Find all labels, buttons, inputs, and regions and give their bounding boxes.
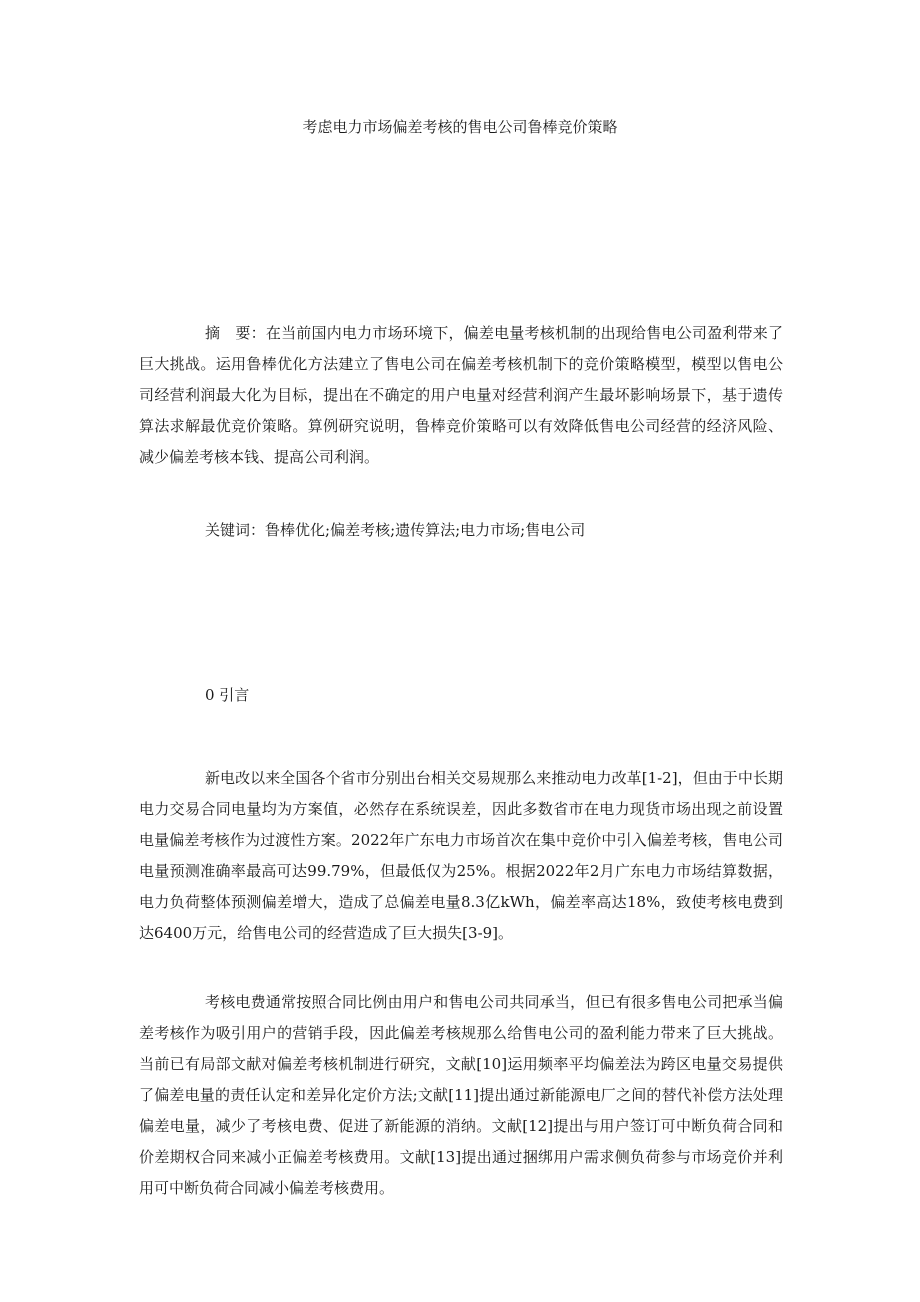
abstract-paragraph bbox=[139, 318, 783, 473]
section-heading: 0 引言 bbox=[205, 686, 250, 704]
body-paragraph-2: 考核电费通常按照合同比例由用户和售电公司共同承当，但已有很多售电公司把承当偏差考核作为吸引用户的营销手段，因此偏差考核规那么给售电公司的盈利能力带来了巨大挑战。当前已有局部文献对偏差考核机制进行研究，文献[10]运用频率平均偏差法为跨区电量交易提供了偏差电量的责任认定和差异化定价方法;文献[11]提出通过新能源电厂之间的替代补偿方法处理偏差电量，减少了考核电费、促进了新能源的消纳。文献[12]提出与用户签订可中断负荷合同和价差期权合同来减小正偏差考核费用。文献[13]提出通过捆绑用户需求侧负荷参与市场竞价并利用可中断负荷合同减小偏差考核费用。 bbox=[139, 993, 783, 1197]
keywords-label: 关键词： bbox=[205, 521, 266, 539]
document-title: 考虑电力市场偏差考核的售电公司鲁棒竞价策略 bbox=[302, 118, 618, 136]
keywords-paragraph bbox=[139, 515, 783, 546]
body-paragraph-1: 新电改以来全国各个省市分别出台相关交易规那么来推动电力改革[1-2]，但由于中长期电力交易合同电量均为方案值，必然存在系统误差，因此多数省市在电力现货市场出现之前设置电量偏差考核作为过渡性方案。2022年广东电力市场首次在集中竞价中引入偏差考核，售电公司电量预测准确率最高可达99.79%，但最低仅为25%。根据2022年2月广东电力市场结算数据，电力负荷整体预测偏差增大，造成了总偏差电量8.3亿kWh，偏差率高达18%，致使考核电费到达6400万元，给售电公司的经营造成了巨大损失[3-9]。 bbox=[139, 769, 783, 942]
keywords-text: 鲁棒优化;偏差考核;遗传算法;电力市场;售电公司 bbox=[265, 521, 586, 539]
abstract-label: 摘 要： bbox=[205, 324, 266, 342]
abstract-text: 在当前国内电力市场环境下，偏差电量考核机制的出现给售电公司盈利带来了巨大挑战。运用鲁棒优化方法建立了售电公司在偏差考核机制下的竞价策略模型，模型以售电公司经营利润最大化为目标，提出在不确定的用户电量对经营利润产生最坏影响场景下，基于遗传算法求解最优竞价策略。算例研究说明，鲁棒竞价策略可以有效降低售电公司经营的经济风险、减少偏差考核本钱、提高公司利润。 bbox=[139, 324, 783, 466]
